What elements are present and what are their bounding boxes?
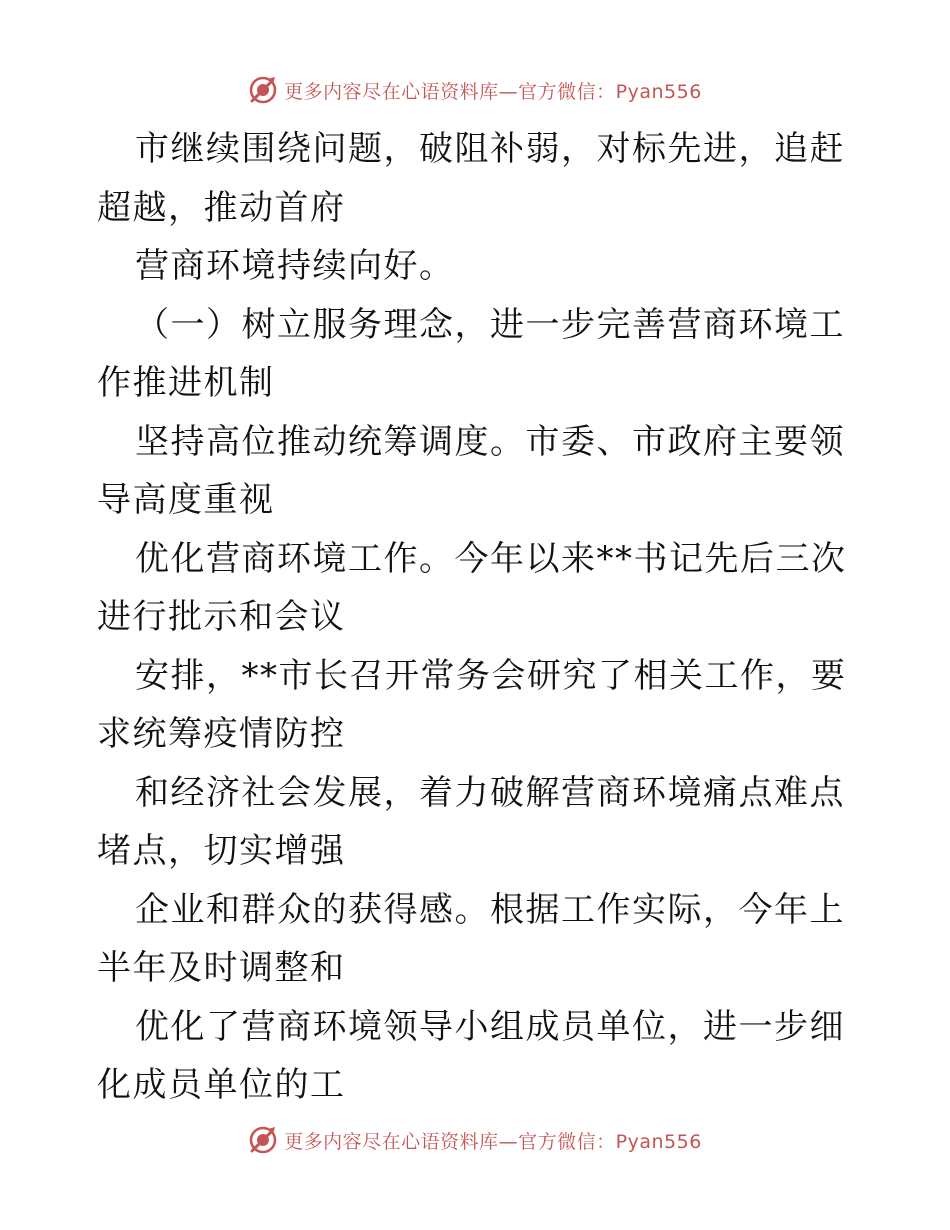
document-body xyxy=(97,120,857,1115)
paragraph: 和经济社会发展，着力破解营商环境痛点难点堵点，切实增强 xyxy=(97,772,845,871)
section-heading: （一）树立服务理念，进一步完善营商环境工作推进机制 xyxy=(97,304,845,403)
header-watermark xyxy=(0,70,950,110)
pen-logo-icon xyxy=(248,75,278,105)
paragraph: 安排，**市长召开常务会研究了相关工作，要求统筹疫情防控 xyxy=(97,655,847,754)
watermark-text: 更多内容尽在心语资料库—官方微信：Pyan556 xyxy=(284,80,702,103)
watermark-text: 更多内容尽在心语资料库—官方微信：Pyan556 xyxy=(284,1130,702,1153)
paragraph: 营商环境持续向好。 xyxy=(135,246,455,286)
paragraph: 坚持高位推动统筹调度。市委、市政府主要领导高度重视 xyxy=(97,421,845,520)
paragraph: 市继续围绕问题，破阻补弱，对标先进，追赶超越，推动首府 xyxy=(97,129,845,228)
paragraph: 优化了营商环境领导小组成员单位，进一步细化成员单位的工 xyxy=(97,1006,845,1105)
footer-watermark xyxy=(0,1120,950,1160)
pen-logo-icon xyxy=(248,1125,278,1155)
paragraph: 企业和群众的获得感。根据工作实际，今年上半年及时调整和 xyxy=(97,889,845,988)
paragraph: 优化营商环境工作。今年以来**书记先后三次进行批示和会议 xyxy=(97,538,847,637)
